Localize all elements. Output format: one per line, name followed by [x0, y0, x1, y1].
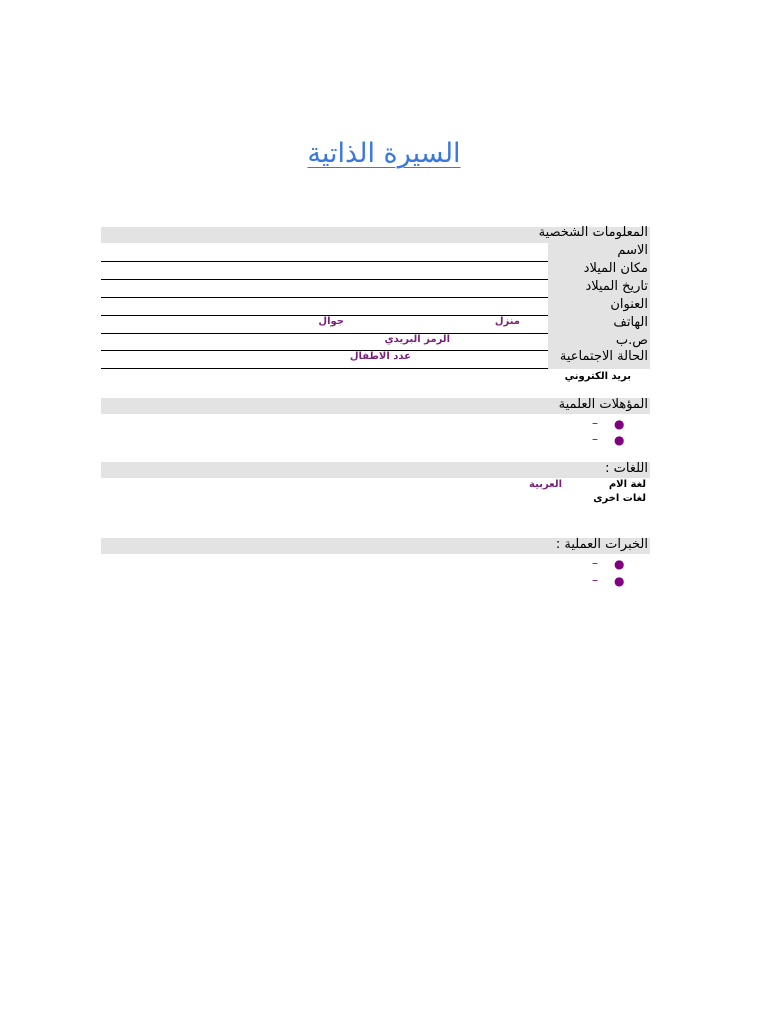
- section-heading-experience: الخبرات العملية :: [555, 537, 648, 552]
- list-item: –: [592, 573, 598, 587]
- list-item: –: [592, 416, 598, 430]
- mother-tongue-label: لغة الام: [608, 479, 646, 490]
- bullet-icon: ●: [614, 433, 625, 447]
- section-heading-languages: اللغات :: [605, 461, 648, 476]
- field-label-marital: الحالة الاجتماعية: [559, 349, 648, 364]
- phone-home-label: منزل: [494, 316, 520, 327]
- bullet-icon: ●: [614, 574, 625, 588]
- other-languages-label: لغات اخرى: [593, 493, 646, 504]
- field-label-phone: الهاتف: [613, 315, 648, 330]
- section-heading-qualifications: المؤهلات العلمية: [558, 397, 648, 412]
- field-label-name: الاسم: [617, 243, 648, 258]
- page-title-text: السيرة الذاتية: [307, 138, 461, 169]
- field-line: [101, 350, 548, 351]
- field-label-address: العنوان: [610, 297, 648, 312]
- field-line: [101, 297, 548, 298]
- bullet-icon: ●: [614, 417, 625, 431]
- field-line: [101, 261, 548, 262]
- list-item: –: [592, 556, 598, 570]
- field-line: [101, 333, 548, 334]
- field-label-email: بريد الكتروني: [564, 371, 631, 382]
- field-label-pobox: ص.ب: [615, 333, 648, 348]
- mother-tongue-value: العربية: [529, 479, 562, 490]
- postal-code-label: الرمز البريدي: [384, 334, 450, 345]
- section-band-languages: [101, 462, 650, 478]
- children-count-label: عدد الاطفال: [349, 351, 411, 362]
- page-title: [0, 138, 768, 169]
- phone-mobile-label: جوال: [318, 316, 344, 327]
- bullet-icon: ●: [614, 557, 625, 571]
- field-label-birthplace: مكان الميلاد: [583, 261, 648, 276]
- field-line: [101, 279, 548, 280]
- field-line: [101, 368, 548, 369]
- field-label-birthdate: تاريخ الميلاد: [585, 279, 648, 294]
- list-item: –: [592, 432, 598, 446]
- section-heading-personal: المعلومات الشخصية: [538, 225, 648, 240]
